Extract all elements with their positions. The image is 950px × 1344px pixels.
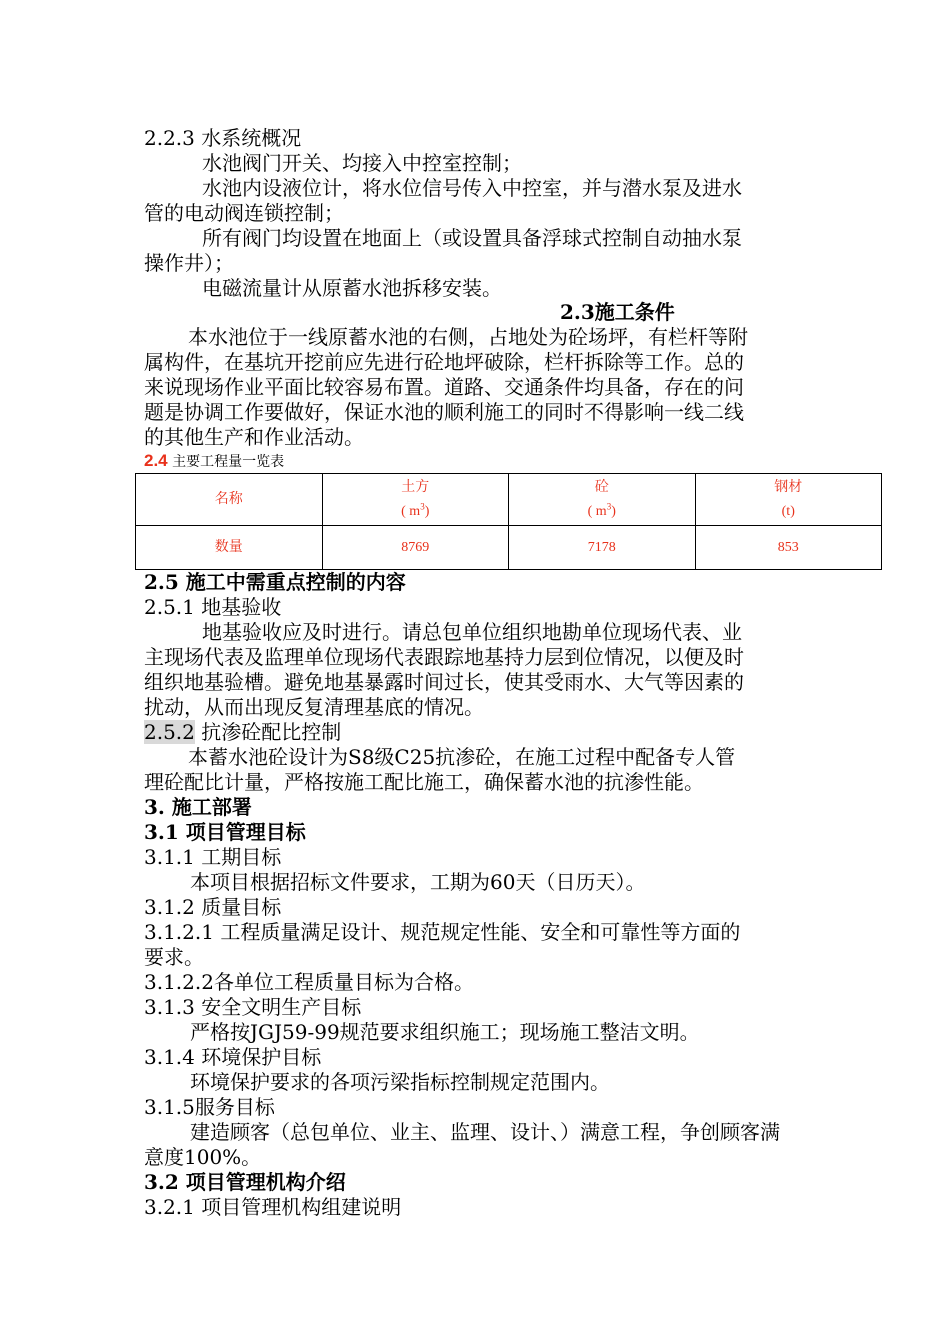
paragraph-line: 本蓄水池砼设计为S8级C25抗渗砼，在施工过程中配备专人管 <box>188 745 736 769</box>
paragraph-line: 主现场代表及监理单位现场代表跟踪地基持力层到位情况，以便及时 <box>144 645 744 669</box>
paragraph-line: 3.1.2.1 工程质量满足设计、规范规定性能、安全和可靠性等方面的 <box>144 920 741 944</box>
table-cell-concrete: 7178 <box>509 526 696 570</box>
heading-3-2-1: 3.2.1 项目管理机构组建说明 <box>144 1195 402 1219</box>
paragraph-line: 来说现场作业平面比较容易布置。道路、交通条件均具备，存在的问 <box>144 375 744 399</box>
heading-2-5-2 <box>144 720 341 745</box>
paragraph-line: 理砼配比计量，严格按施工配比施工，确保蓄水池的抗渗性能。 <box>144 770 704 794</box>
table-header-steel: 钢材 (t) <box>695 474 882 526</box>
paragraph-line: 意度100%。 <box>144 1145 262 1169</box>
heading-3-2: 3.2 项目管理机构介绍 <box>144 1170 346 1194</box>
quantity-table <box>135 473 882 570</box>
paragraph-line: 题是协调工作要做好，保证水池的顺利施工的同时不得影响一线二线 <box>144 400 744 424</box>
paragraph-line: 属构件，在基坑开挖前应先进行砼地坪破除，栏杆拆除等工作。总的 <box>144 350 744 374</box>
paragraph-line: 所有阀门均设置在地面上（或设置具备浮球式控制自动抽水泵 <box>202 226 742 250</box>
paragraph-line: 要求。 <box>144 945 204 969</box>
heading-3: 3. 施工部署 <box>144 795 252 819</box>
paragraph-line: 管的电动阀连锁控制； <box>144 201 344 225</box>
table-cell-earthwork: 8769 <box>322 526 509 570</box>
paragraph-line: 地基验收应及时进行。请总包单位组织地勘单位现场代表、业 <box>202 620 742 644</box>
heading-3-1-3: 3.1.3 安全文明生产目标 <box>144 995 362 1019</box>
table-header-row <box>136 474 882 526</box>
paragraph-line: 水池内设液位计，将水位信号传入中控室，并与潜水泵及进水 <box>202 176 742 200</box>
table-cell-steel: 853 <box>695 526 882 570</box>
heading-3-1-2: 3.1.2 质量目标 <box>144 895 282 919</box>
paragraph-line: 操作井）； <box>144 251 234 275</box>
heading-2-4 <box>144 450 284 473</box>
heading-2-5: 2.5 施工中需重点控制的内容 <box>144 570 406 594</box>
heading-2-4-number: 2.4 <box>144 451 168 470</box>
table-header-name: 名称 <box>136 474 323 526</box>
table-header-earthwork: 土方 ( $m^3$) <box>322 474 509 526</box>
heading-2-4-title: 主要工程量一览表 <box>172 454 285 470</box>
heading-2-2-3: 2.2.3 水系统概况 <box>144 126 302 150</box>
paragraph-line: 本水池位于一线原蓄水池的右侧，占地处为砼场坪，有栏杆等附 <box>188 325 748 349</box>
heading-2-5-2-title: 抗渗砼配比控制 <box>194 720 342 744</box>
paragraph-line: 电磁流量计从原蓄水池拆移安装。 <box>202 276 502 300</box>
paragraph-line: 严格按JGJ59-99规范要求组织施工；现场施工整洁文明。 <box>190 1020 700 1044</box>
paragraph-line: 本项目根据招标文件要求，工期为60天（日历天）。 <box>190 870 646 894</box>
heading-2-5-1: 2.5.1 地基验收 <box>144 595 282 619</box>
paragraph-line: 3.1.2.2各单位工程质量目标为合格。 <box>144 970 474 994</box>
heading-3-1: 3.1 项目管理目标 <box>144 820 306 844</box>
paragraph-line: 的其他生产和作业活动。 <box>144 425 364 449</box>
heading-2-5-2-number: 2.5.2 <box>144 720 195 744</box>
paragraph-line: 扰动，从而出现反复清理基底的情况。 <box>144 695 484 719</box>
table-row-label: 数量 <box>136 526 323 570</box>
paragraph-line: 水池阀门开关、均接入中控室控制； <box>202 151 522 175</box>
paragraph-line: 环境保护要求的各项污梁指标控制规定范围内。 <box>190 1070 610 1094</box>
paragraph-line: 组织地基验槽。避免地基暴露时间过长，使其受雨水、大气等因素的 <box>144 670 744 694</box>
heading-2-3: 2.3施工条件 <box>560 300 675 324</box>
paragraph-line: 建造顾客（总包单位、业主、监理、设计、）满意工程，争创顾客满 <box>190 1120 780 1144</box>
table-header-concrete: 砼 ( $m^3$) <box>509 474 696 526</box>
heading-3-1-5: 3.1.5服务目标 <box>144 1095 275 1119</box>
heading-3-1-1: 3.1.1 工期目标 <box>144 845 282 869</box>
table-row <box>136 526 882 570</box>
heading-3-1-4: 3.1.4 环境保护目标 <box>144 1045 322 1069</box>
